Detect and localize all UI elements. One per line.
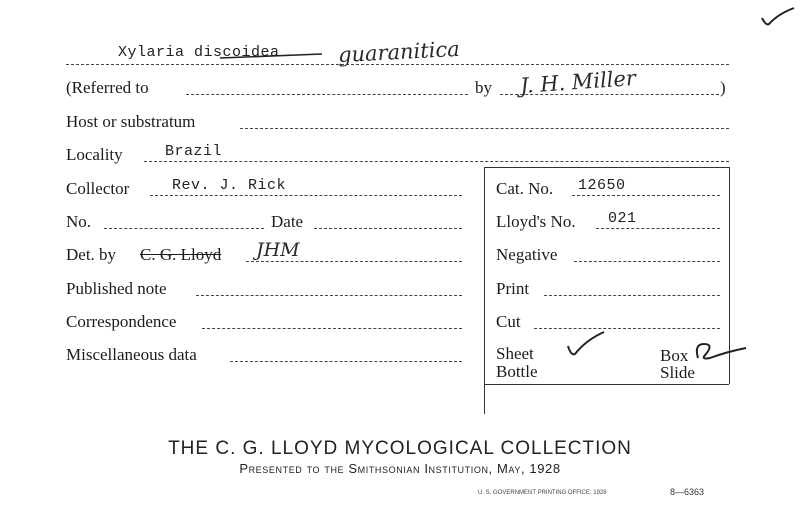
correspondence-label: Correspondence	[66, 312, 177, 331]
bottle-label: Bottle	[496, 362, 538, 381]
collector-line	[150, 195, 462, 196]
form-code: 8—6363	[670, 487, 705, 497]
published-line	[196, 295, 462, 296]
handwritten-referrer: J. H. Miller	[519, 65, 637, 99]
misc-label: Miscellaneous data	[66, 345, 197, 364]
negative-label: Negative	[496, 245, 558, 264]
collection-subtitle: Presented to the Smithsonian Institution, May, 1928	[239, 461, 561, 476]
referred-line	[186, 94, 416, 95]
sheet-label: Sheet	[496, 344, 534, 363]
box-top-border	[484, 167, 729, 168]
correspondence-line	[202, 328, 462, 329]
locality-label: Locality	[66, 145, 123, 164]
species-strike-mark	[218, 50, 328, 64]
box-left-border	[484, 167, 485, 414]
host-label: Host or substratum	[66, 112, 196, 131]
by-label: by	[475, 78, 492, 97]
species-line	[66, 64, 729, 65]
box-scribble-icon	[692, 338, 750, 366]
lloyd-no-label: Lloyd's No.	[496, 212, 576, 231]
print-label: Print	[496, 279, 530, 298]
cut-line	[534, 328, 720, 329]
locality-line	[144, 161, 729, 162]
lloyd-no-line	[596, 228, 720, 229]
published-label: Published note	[66, 279, 167, 298]
collector-value: Rev. J. Rick	[172, 177, 287, 194]
slide-label: Slide	[660, 363, 695, 382]
negative-line	[574, 261, 720, 262]
date-label: Date	[271, 212, 304, 231]
referred-close: )	[720, 78, 726, 97]
det-line	[246, 261, 462, 262]
handwritten-species: guaranitica	[337, 36, 461, 68]
box-label: Box	[660, 346, 689, 365]
no-label: No.	[66, 212, 92, 231]
date-line	[314, 228, 462, 229]
det-value: C. G. Lloyd	[140, 245, 222, 264]
species-text: Xylaria discoidea	[118, 44, 280, 61]
sheet-check-icon	[566, 330, 606, 360]
locality-value: Brazil	[165, 143, 223, 160]
cat-no-label: Cat. No.	[496, 179, 554, 198]
lloyd-no-value: 021	[608, 210, 637, 227]
cat-no-line	[572, 195, 720, 196]
det-label: Det. by	[66, 245, 117, 264]
cat-no-value: 12650	[578, 177, 626, 194]
corner-check-icon	[760, 6, 796, 28]
referred-line-2	[418, 94, 468, 95]
host-line	[240, 128, 729, 129]
collection-title: THE C. G. LLOYD MYCOLOGICAL COLLECTION	[168, 438, 632, 459]
box-bottom-border	[484, 384, 729, 385]
collector-label: Collector	[66, 179, 130, 198]
print-line	[544, 295, 720, 296]
cut-label: Cut	[496, 312, 521, 331]
printing-office: U. S. GOVERNMENT PRINTING OFFICE: 1928	[478, 490, 607, 496]
misc-line	[230, 361, 462, 362]
no-line	[104, 228, 264, 229]
det-handwritten: JHM	[256, 239, 300, 261]
referred-label: (Referred to	[66, 78, 149, 97]
